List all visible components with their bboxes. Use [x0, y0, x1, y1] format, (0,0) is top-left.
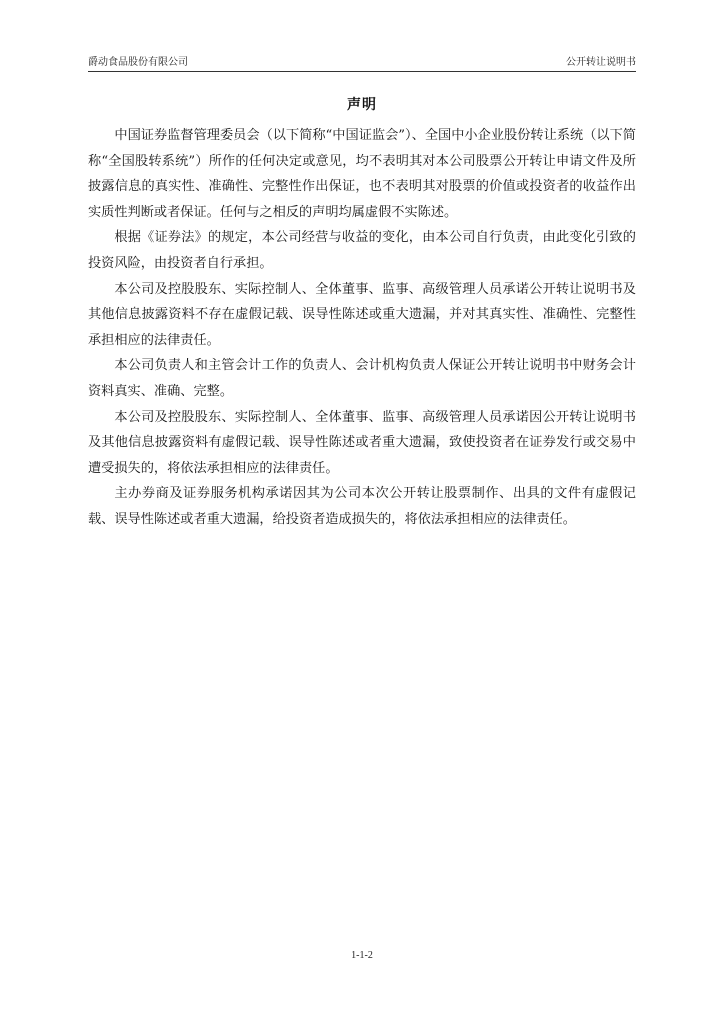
header-document-name: 公开转让说明书: [566, 57, 636, 68]
paragraph: 本公司及控股股东、实际控制人、全体董事、监事、高级管理人员承诺公开转让说明书及其他信息披露资料不存在虚假记载、误导性陈述或重大遗漏，并对其真实性、准确性、完整性承担相应的法律责任。: [88, 281, 636, 348]
paragraph: 本公司负责人和主管会计工作的负责人、会计机构负责人保证公开转让说明书中财务会计资料真实、准确、完整。: [88, 358, 636, 399]
page-header: [88, 50, 636, 72]
paragraph: 本公司及控股股东、实际控制人、全体董事、监事、高级管理人员承诺因公开转让说明书及其他信息披露资料有虚假记载、误导性陈述或者重大遗漏，致使投资者在证券发行或交易中遭受损失的，将依法承担相应的法律责任。: [88, 409, 636, 476]
page-number: 1-1-2: [351, 950, 373, 961]
page-title: 声明: [347, 97, 377, 113]
header-company-name: 爵动食品股份有限公司: [88, 57, 188, 68]
paragraph: 主办券商及证券服务机构承诺因其为公司本次公开转让股票制作、出具的文件有虚假记载、误导性陈述或者重大遗漏，给投资者造成损失的，将依法承担相应的法律责任。: [88, 486, 636, 527]
paragraph: 根据《证券法》的规定，本公司经营与收益的变化，由本公司自行负责，由此变化引致的投资风险，由投资者自行承担。: [88, 230, 636, 271]
declaration-body: [88, 123, 636, 533]
paragraph: 中国证券监督管理委员会（以下简称“中国证监会”）、全国中小企业股份转让系统（以下简称“全国股转系统”）所作的任何决定或意见，均不表明其对本公司股票公开转让申请文件及所披露信息的真实性、准确性、完整性作出保证，也不表明其对股票的价值或投资者的收益作出实质性判断或者保证。任何与之相反的声明均属虚假不实陈述。: [88, 128, 636, 220]
